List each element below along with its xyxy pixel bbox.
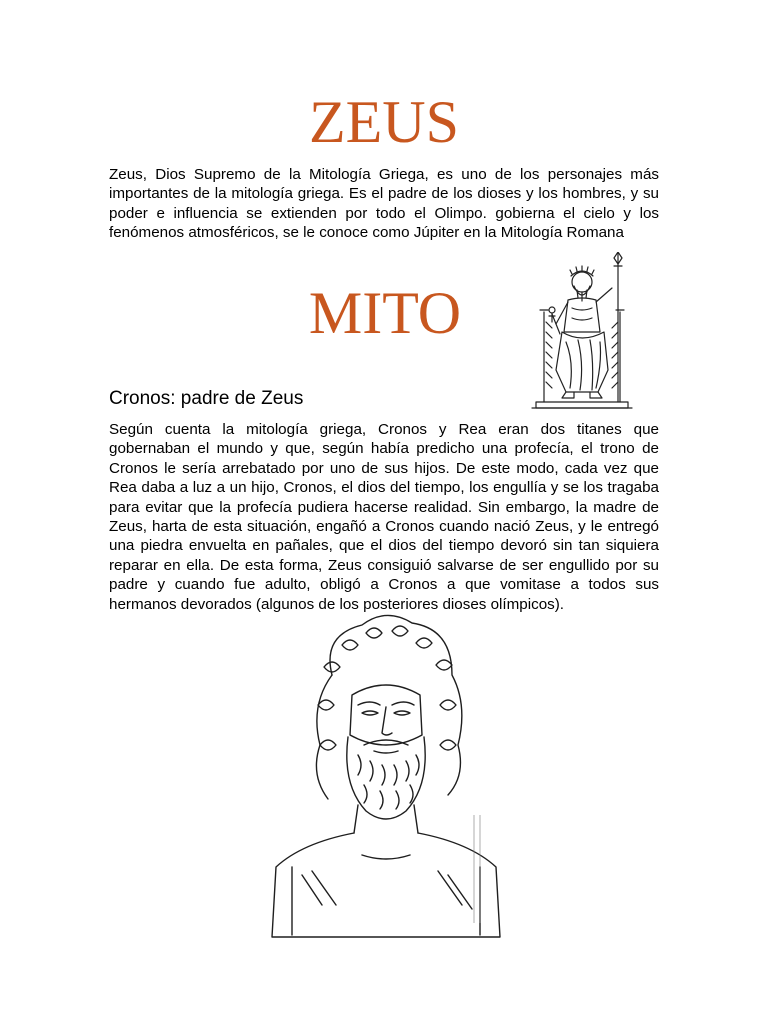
- subheading: Cronos: padre de Zeus: [109, 388, 304, 409]
- page-title: ZEUS: [309, 89, 459, 155]
- story-paragraph: Según cuenta la mitología griega, Cronos y Rea eran dos titanes que gobernaban el mundo y que, según había predicho una profecía, el trono de Cronos le sería arrebatado por uno de sus hijos. De este modo, cada vez que Rea daba a luz a un hijo, Cronos, el dios del tiempo, los engullía y se los tragaba para evitar que la profecía pudiera hacerse realidad. Sin embargo, la madre de Zeus, harta de esta situación, engañó a Cronos cuando nació Zeus, y le entregó una piedra envuelta en pañales, que el dios del tiempo devoró sin tan siquiera reparar en ella. De esta forma, Zeus consiguió salvarse de ser engullido por su padre y cuando fue adulto, obligó a Cronos a que vomitase a todos sus hermanos devorados (algunos de los posteriores dioses olímpicos).: [109, 421, 659, 613]
- zeus-throne-image: [522, 252, 642, 412]
- zeus-bust-image: [262, 605, 510, 945]
- section-title: MITO: [308, 280, 462, 346]
- intro-paragraph: Zeus, Dios Supremo de la Mitología Griega, es uno de los personajes más importantes de la mitología griega. Es el padre de los dioses y los hombres, y su poder e influencia se extienden por todo el Olimpo. gobierna el cielo y los fenómenos atmosféricos, se le conoce como Júpiter en la Mitología Romana: [109, 166, 659, 242]
